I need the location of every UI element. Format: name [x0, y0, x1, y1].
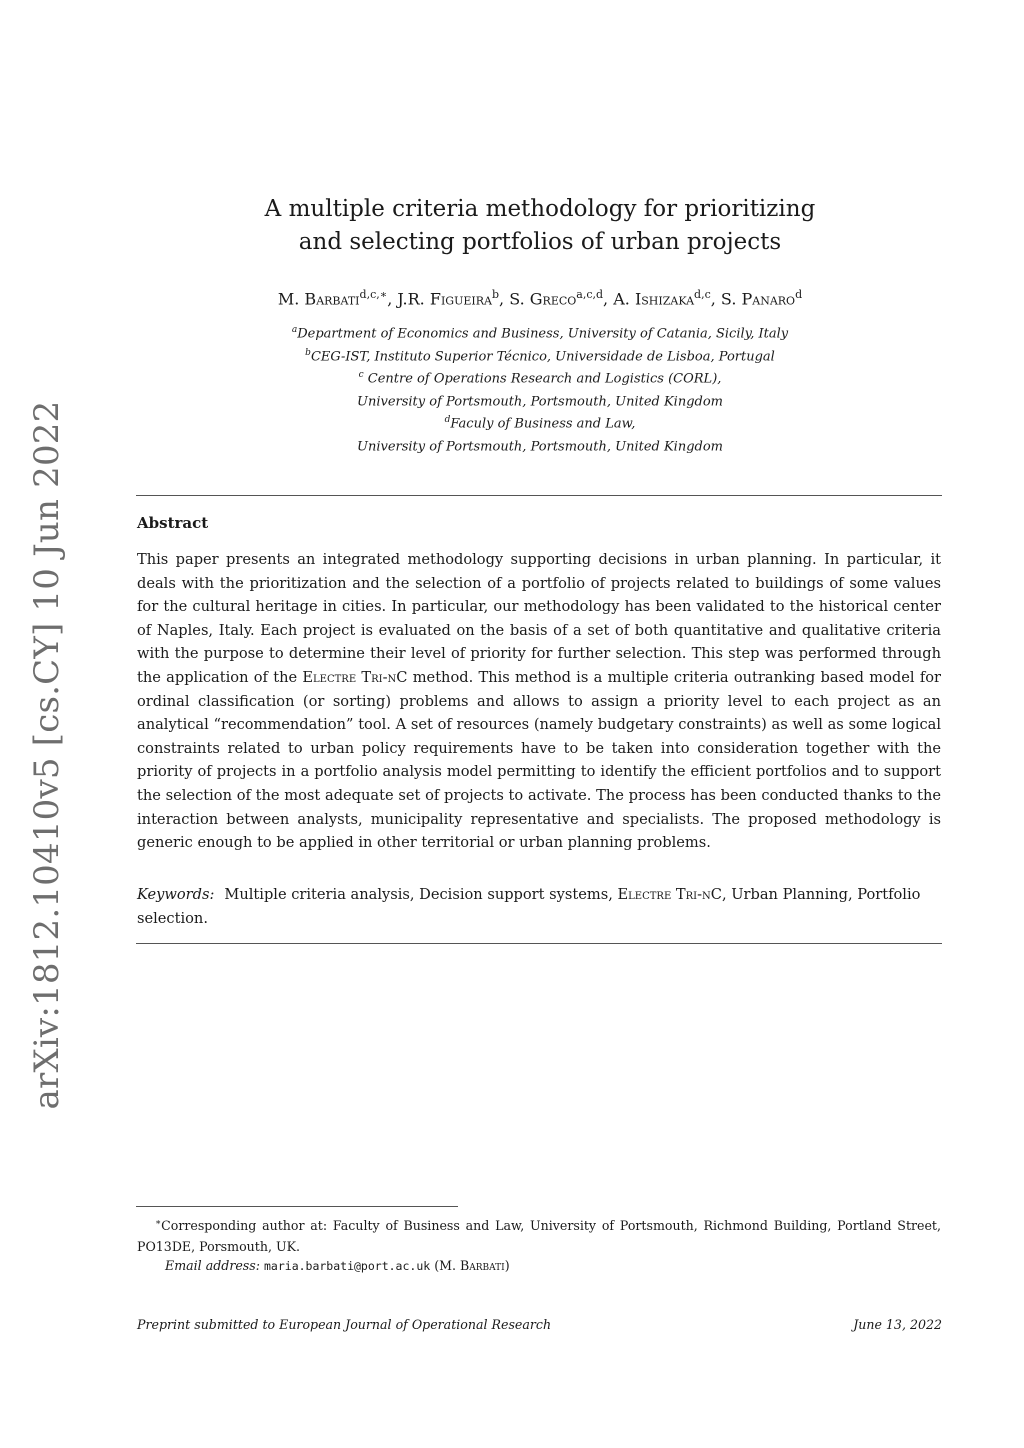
author-affiliation-marker: d,c,∗ [359, 288, 388, 301]
abstract-text: This paper presents an integrated methodology supporting decisions in urban planning. In particular, it deals with the prioritization and the selection of a portfolio of projects related to buildings of some values for the cultural heritage in cities. In particular, our methodology has been validated to the historical center of Naples, Italy. Each project is evaluated on the basis of a set of both quantitative and qualitative criteria with the purpose to determine their level of priority for further selection. This step was performed through the application of the Electre Tri-nC method. This method is a multiple criteria outranking based model for ordinal classification (or sorting) problems and allows to assign a priority level to each project as an analytical “recommendation” tool. A set of resources (namely budgetary constraints) as well as some logical constraints related to urban policy requirements have to be taken into consideration together with the priority of projects in a portfolio analysis model permitting to identify the efficient portfolios and to support the selection of the most adequate set of projects to activate. The process has been conducted thanks to the interaction between analysts, municipality representative and specialists. The proposed methodology is generic enough to be applied in other territorial or urban planning problems. [137, 551, 941, 852]
email-label: Email address: [165, 1258, 260, 1273]
preprint-date: June 13, 2022 [853, 1317, 942, 1332]
method-name: Electre Tri-nC [302, 668, 408, 686]
footnote-marker: ∗ [155, 1218, 162, 1228]
keywords: Keywords: Multiple criteria analysis, Decision support systems, Electre Tri-nC, Urban Planning, Portfolio selection. [137, 886, 921, 927]
abstract-bottom-rule [136, 943, 942, 944]
title-line: A multiple criteria methodology for prioritizing [264, 196, 816, 222]
author-name: A. Ishizaka [613, 289, 695, 309]
arxiv-identifier: arXiv:1812.10410v5 [cs.CY] 10 Jun 2022 [27, 400, 67, 1110]
email-footnote: Email address: maria.barbati@port.ac.uk (M. Barbati) [165, 1258, 510, 1273]
affiliation-line: $^d$Faculy of Business and Law, [444, 415, 636, 432]
email-link[interactable]: maria.barbati@port.ac.uk [264, 1259, 431, 1273]
author-name: S. Greco [509, 289, 577, 309]
author-name: S. Panaro [720, 289, 796, 309]
affiliation-line: University of Portsmouth, Portsmouth, United Kingdom [356, 438, 724, 454]
keywords-label: Keywords: [137, 886, 215, 903]
author-name: M. Barbati [277, 289, 360, 309]
preprint-note: Preprint submitted to European Journal of Operational Research [137, 1317, 552, 1332]
author-list: M. Barbati$^{d,c,∗}$, J.R. Figueira$^b$, S. Greco$^{a,c,d}$, A. Ishizaka$^{d,c}$, S. Panaro$^d$ [277, 288, 803, 309]
author-affiliation-marker: d,c [694, 288, 711, 301]
paper-title [180, 193, 900, 259]
author-affiliation-marker: a,c,d [576, 288, 604, 301]
author-affiliation-marker: d [795, 288, 803, 301]
affiliation-line: $^c$ Centre of Operations Research and Logistics (CORL), [358, 370, 722, 387]
method-name: Electre Tri-nC [617, 886, 722, 903]
author-affiliation-marker: b [491, 288, 500, 301]
affiliation-line: $^a$Department of Economics and Business, University of Catania, Sicily, Italy [291, 325, 789, 342]
footnote-rule [136, 1206, 458, 1207]
title-line: and selecting portfolios of urban projects [298, 229, 782, 255]
corresponding-author-footnote: ∗Corresponding author at: Faculty of Business and Law, University of Portsmouth, Richmond Building, Portland Street, PO13DE, Porsmouth, UK. [137, 1218, 941, 1255]
arxiv-sidebar [27, 400, 67, 1110]
affiliation-line: University of Portsmouth, Portsmouth, United Kingdom [356, 393, 724, 409]
affiliation-list [200, 321, 880, 456]
abstract-top-rule [136, 495, 942, 496]
author-name: J.R. Figueira [397, 289, 492, 309]
affiliation-line: $^b$CEG-IST, Instituto Superior Técnico, Universidade de Lisboa, Portugal [305, 347, 775, 364]
abstract-heading: Abstract [137, 514, 209, 532]
